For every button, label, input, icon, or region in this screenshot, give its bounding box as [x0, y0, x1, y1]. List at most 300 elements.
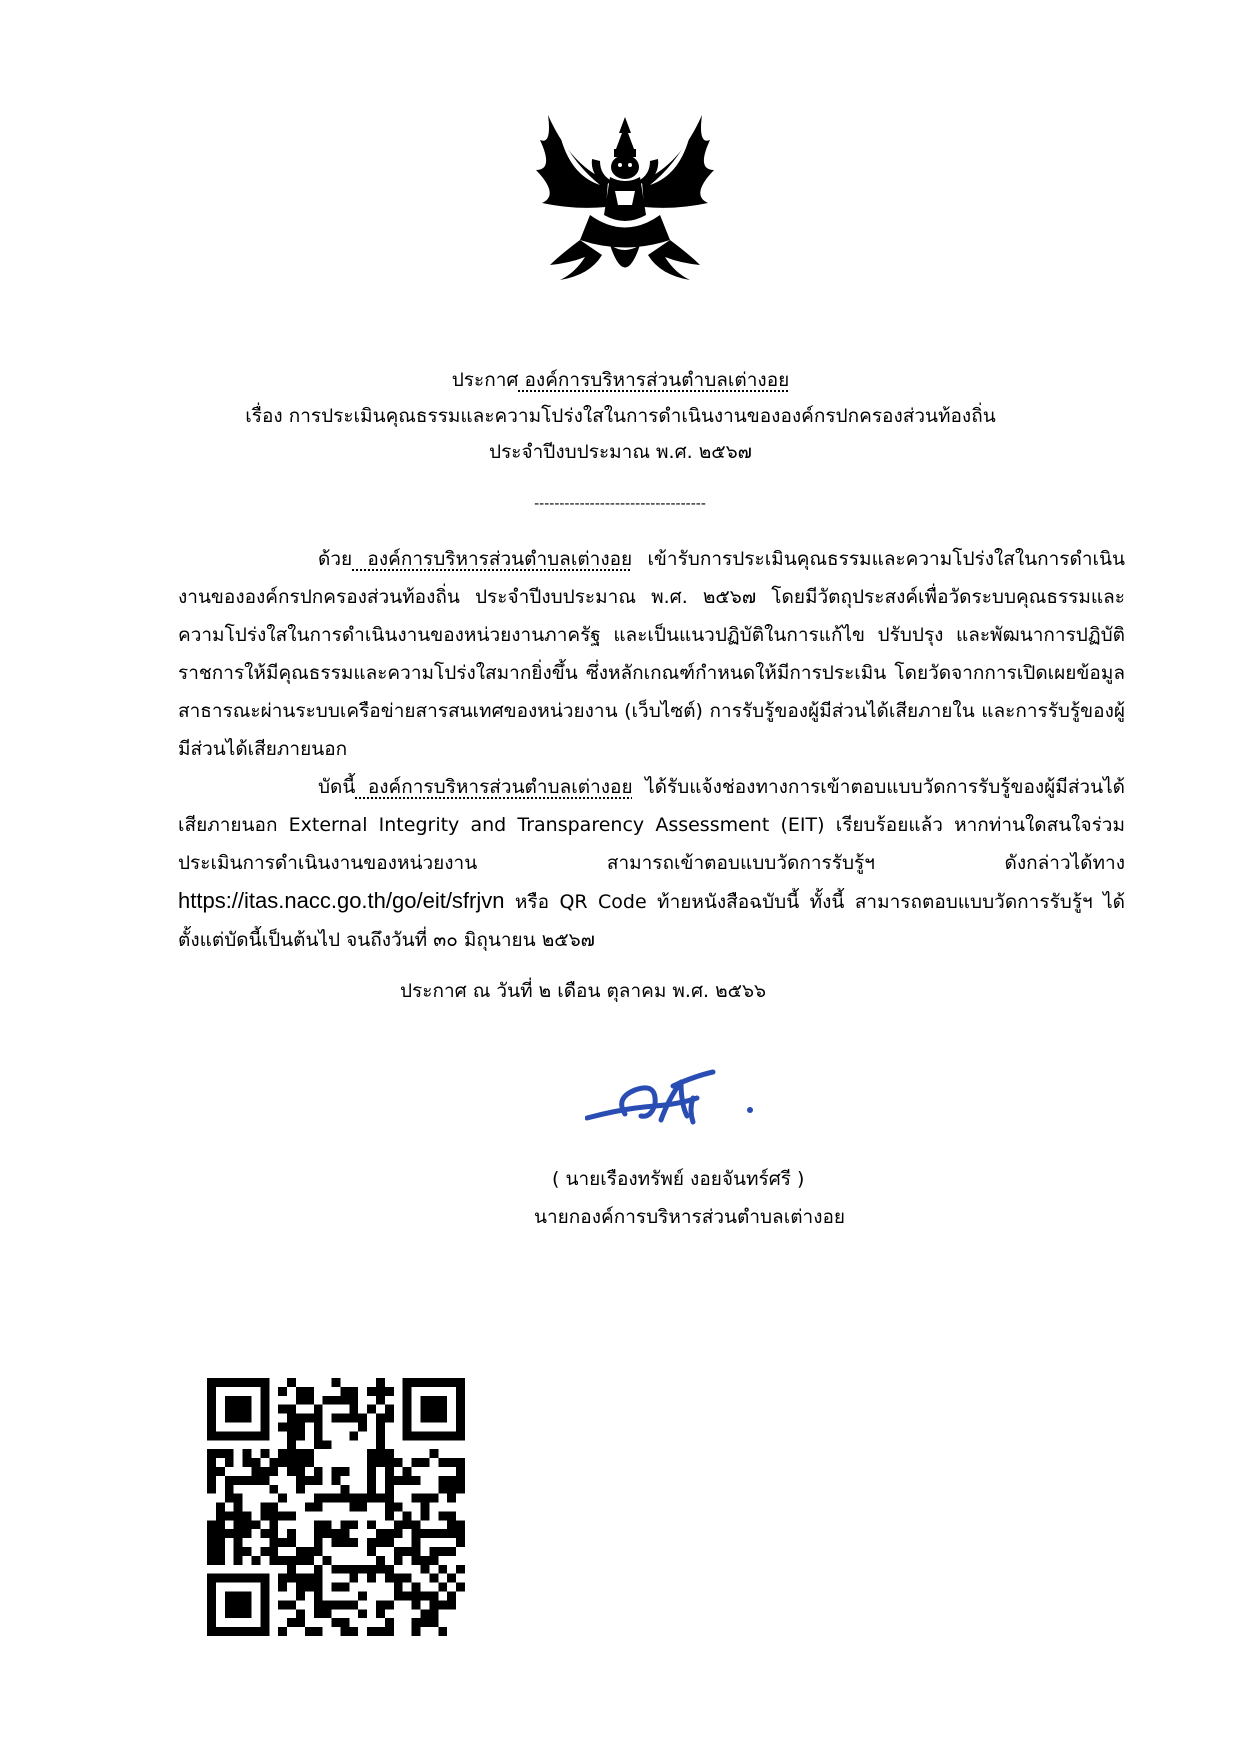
- qr-module: [358, 1494, 367, 1503]
- qr-module: [207, 1583, 216, 1592]
- qr-module: [225, 1592, 234, 1601]
- qr-module: [403, 1592, 412, 1601]
- qr-module: [234, 1476, 243, 1485]
- qr-module: [314, 1547, 323, 1556]
- qr-module: [314, 1538, 323, 1547]
- qr-module: [376, 1431, 385, 1440]
- fiscal-year-line: ประจำปีงบประมาณ พ.ศ. ๒๕๖๗: [489, 441, 752, 463]
- qr-module: [278, 1494, 287, 1503]
- qr-module: [225, 1476, 234, 1485]
- qr-module: [225, 1405, 234, 1414]
- qr-module: [456, 1396, 465, 1405]
- qr-module: [429, 1529, 438, 1538]
- qr-module: [314, 1583, 323, 1592]
- qr-module: [207, 1378, 216, 1387]
- qr-module: [243, 1458, 252, 1467]
- qr-module: [456, 1458, 465, 1467]
- qr-module: [216, 1538, 225, 1547]
- qr-module: [385, 1511, 394, 1520]
- qr-module: [429, 1405, 438, 1414]
- qr-module: [234, 1520, 243, 1529]
- qr-module: [358, 1609, 367, 1618]
- qr-module: [287, 1378, 296, 1387]
- qr-module: [367, 1538, 376, 1547]
- qr-module: [332, 1600, 341, 1609]
- qr-module: [394, 1503, 403, 1512]
- qr-module: [421, 1396, 430, 1405]
- qr-module: [278, 1574, 287, 1583]
- qr-module: [225, 1511, 234, 1520]
- qr-module: [243, 1396, 252, 1405]
- qr-module: [412, 1547, 421, 1556]
- qr-module: [234, 1431, 243, 1440]
- qr-module: [278, 1387, 287, 1396]
- qr-module: [349, 1387, 358, 1396]
- qr-module: [340, 1396, 349, 1405]
- qr-module: [340, 1583, 349, 1592]
- qr-module: [278, 1627, 287, 1636]
- qr-module: [260, 1387, 269, 1396]
- qr-module: [305, 1414, 314, 1423]
- qr-module: [216, 1529, 225, 1538]
- qr-module: [429, 1618, 438, 1627]
- qr-module: [421, 1592, 430, 1601]
- qr-module: [314, 1431, 323, 1440]
- qr-module: [358, 1422, 367, 1431]
- qr-module: [314, 1574, 323, 1583]
- announcement-date: ประกาศ ณ วันที่ ๒ เดือน ตุลาคม พ.ศ. ๒๕๖๖: [400, 980, 767, 1002]
- qr-module: [207, 1538, 216, 1547]
- qr-code-icon[interactable]: [207, 1378, 465, 1636]
- qr-module: [305, 1476, 314, 1485]
- qr-module: [243, 1627, 252, 1636]
- qr-module: [438, 1600, 447, 1609]
- qr-module: [251, 1378, 260, 1387]
- qr-module: [429, 1574, 438, 1583]
- qr-module: [296, 1583, 305, 1592]
- qr-module: [305, 1387, 314, 1396]
- qr-module: [332, 1565, 341, 1574]
- organization-name: องค์การบริหารส่วนตำบลเต่างอย: [355, 776, 633, 798]
- qr-module: [314, 1600, 323, 1609]
- qr-module: [385, 1503, 394, 1512]
- qr-module: [269, 1529, 278, 1538]
- qr-module: [349, 1600, 358, 1609]
- qr-module: [260, 1583, 269, 1592]
- qr-module: [447, 1529, 456, 1538]
- qr-module: [287, 1618, 296, 1627]
- qr-module: [207, 1467, 216, 1476]
- qr-module: [243, 1529, 252, 1538]
- qr-module: [323, 1494, 332, 1503]
- qr-module: [243, 1405, 252, 1414]
- qr-module: [323, 1440, 332, 1449]
- qr-module: [314, 1609, 323, 1618]
- qr-module: [332, 1396, 341, 1405]
- qr-module: [207, 1431, 216, 1440]
- qr-module: [207, 1556, 216, 1565]
- qr-module: [385, 1600, 394, 1609]
- qr-module: [287, 1458, 296, 1467]
- qr-module: [314, 1440, 323, 1449]
- qr-module: [243, 1378, 252, 1387]
- qr-module: [269, 1556, 278, 1565]
- qr-module: [287, 1511, 296, 1520]
- qr-module: [323, 1600, 332, 1609]
- qr-module: [385, 1449, 394, 1458]
- qr-module: [456, 1422, 465, 1431]
- qr-module: [349, 1431, 358, 1440]
- survey-link[interactable]: https://itas.nacc.go.th/go/eit/sfrjvn: [178, 888, 505, 913]
- qr-module: [207, 1422, 216, 1431]
- qr-module: [456, 1485, 465, 1494]
- qr-module: [376, 1600, 385, 1609]
- qr-module: [376, 1396, 385, 1405]
- qr-module: [367, 1405, 376, 1414]
- qr-module: [456, 1520, 465, 1529]
- qr-module: [296, 1609, 305, 1618]
- qr-module: [385, 1627, 394, 1636]
- qr-module: [412, 1538, 421, 1547]
- qr-module: [349, 1405, 358, 1414]
- qr-module: [332, 1476, 341, 1485]
- qr-module: [403, 1467, 412, 1476]
- qr-module: [438, 1511, 447, 1520]
- qr-module: [349, 1538, 358, 1547]
- qr-module: [385, 1485, 394, 1494]
- qr-module: [412, 1431, 421, 1440]
- qr-module: [207, 1387, 216, 1396]
- qr-module: [260, 1467, 269, 1476]
- qr-module: [225, 1431, 234, 1440]
- qr-module: [207, 1592, 216, 1601]
- qr-module: [287, 1440, 296, 1449]
- qr-module: [234, 1592, 243, 1601]
- qr-module: [367, 1565, 376, 1574]
- qr-module: [456, 1565, 465, 1574]
- qr-module: [207, 1627, 216, 1636]
- qr-module: [314, 1422, 323, 1431]
- qr-module: [438, 1485, 447, 1494]
- announcement-header: [0, 362, 1241, 470]
- qr-module: [403, 1387, 412, 1396]
- qr-module: [332, 1378, 341, 1387]
- qr-module: [376, 1387, 385, 1396]
- qr-module: [456, 1538, 465, 1547]
- qr-module: [340, 1467, 349, 1476]
- qr-module: [323, 1520, 332, 1529]
- qr-module: [340, 1414, 349, 1423]
- qr-module: [376, 1440, 385, 1449]
- qr-module: [421, 1618, 430, 1627]
- qr-module: [216, 1449, 225, 1458]
- qr-module: [314, 1627, 323, 1636]
- qr-module: [429, 1600, 438, 1609]
- qr-module: [394, 1476, 403, 1485]
- qr-module: [438, 1414, 447, 1423]
- qr-module: [367, 1485, 376, 1494]
- qr-module: [412, 1494, 421, 1503]
- qr-module: [456, 1529, 465, 1538]
- qr-module: [243, 1609, 252, 1618]
- qr-module: [349, 1565, 358, 1574]
- qr-module: [243, 1414, 252, 1423]
- qr-module: [243, 1592, 252, 1601]
- qr-module: [367, 1574, 376, 1583]
- qr-module: [412, 1583, 421, 1592]
- qr-module: [447, 1458, 456, 1467]
- qr-module: [340, 1520, 349, 1529]
- qr-module: [358, 1592, 367, 1601]
- qr-module: [349, 1520, 358, 1529]
- qr-module: [251, 1431, 260, 1440]
- qr-module: [305, 1547, 314, 1556]
- qr-module: [216, 1627, 225, 1636]
- qr-module: [438, 1565, 447, 1574]
- qr-module: [296, 1618, 305, 1627]
- qr-module: [385, 1618, 394, 1627]
- qr-module: [403, 1547, 412, 1556]
- qr-module: [314, 1467, 323, 1476]
- qr-module: [269, 1467, 278, 1476]
- qr-module: [269, 1485, 278, 1494]
- qr-module: [429, 1396, 438, 1405]
- qr-module: [234, 1538, 243, 1547]
- qr-module: [234, 1378, 243, 1387]
- qr-module: [305, 1503, 314, 1512]
- qr-module: [314, 1503, 323, 1512]
- qr-module: [429, 1556, 438, 1565]
- qr-module: [349, 1494, 358, 1503]
- qr-module: [260, 1431, 269, 1440]
- qr-module: [456, 1414, 465, 1423]
- qr-module: [385, 1494, 394, 1503]
- qr-module: [438, 1583, 447, 1592]
- qr-module: [438, 1547, 447, 1556]
- subject-line: เรื่อง การประเมินคุณธรรมและความโปร่งใสในการดำเนินงานขององค์กรปกครองส่วนท้องถิ่น: [245, 405, 996, 427]
- qr-module: [456, 1431, 465, 1440]
- qr-module: [403, 1511, 412, 1520]
- qr-module: [376, 1449, 385, 1458]
- qr-module: [412, 1556, 421, 1565]
- qr-module: [340, 1494, 349, 1503]
- qr-module: [296, 1485, 305, 1494]
- qr-module: [376, 1458, 385, 1467]
- qr-module: [296, 1476, 305, 1485]
- qr-module: [296, 1458, 305, 1467]
- qr-module: [287, 1431, 296, 1440]
- qr-module: [429, 1592, 438, 1601]
- qr-module: [456, 1467, 465, 1476]
- qr-module: [323, 1556, 332, 1565]
- qr-module: [207, 1485, 216, 1494]
- qr-module: [287, 1600, 296, 1609]
- qr-module: [216, 1556, 225, 1565]
- qr-module: [216, 1511, 225, 1520]
- qr-module: [225, 1485, 234, 1494]
- qr-module: [447, 1592, 456, 1601]
- qr-module: [207, 1458, 216, 1467]
- qr-module: [421, 1609, 430, 1618]
- qr-module: [207, 1574, 216, 1583]
- qr-module: [234, 1609, 243, 1618]
- qr-module: [287, 1405, 296, 1414]
- qr-module: [278, 1458, 287, 1467]
- qr-module: [269, 1547, 278, 1556]
- qr-module: [421, 1405, 430, 1414]
- qr-module: [260, 1503, 269, 1512]
- qr-module: [385, 1476, 394, 1485]
- paragraph-2: บัดนี้ องค์การบริหารส่วนตำบลเต่างอย ได้รับแจ้งช่องทางการเข้าตอบแบบวัดการรับรู้ของผู้มีส่วนได้เสียภายนอก External Integrity and Transparency Assessment (EIT) เรียบร้อยแล้ว หากท่านใดสนใจร่วมประเมินการดำเนินงานของหน่วยงาน สามารถเข้าตอบแบบวัดการรับรู้ฯ ดังกล่าวได้ทาง https://itas.nacc.go.th/go/eit/sfrjvn หรือ QR Code ท้ายหนังสือฉบับนี้ ทั้งนี้ สามารถตอบแบบวัดการรับรู้ฯ ได้ตั้งแต่บัดนี้เป็นต้นไป จนถึงวันที่ ๓๐ มิถุนายน ๒๕๖๗: [178, 776, 1125, 951]
- qr-module: [287, 1414, 296, 1423]
- qr-module: [260, 1600, 269, 1609]
- qr-module: [243, 1449, 252, 1458]
- qr-module: [225, 1378, 234, 1387]
- qr-module: [332, 1538, 341, 1547]
- qr-module: [207, 1600, 216, 1609]
- qr-module: [438, 1627, 447, 1636]
- qr-module: [340, 1538, 349, 1547]
- qr-module: [349, 1414, 358, 1423]
- qr-module: [225, 1449, 234, 1458]
- qr-module: [225, 1458, 234, 1467]
- qr-module: [260, 1449, 269, 1458]
- qr-module: [260, 1547, 269, 1556]
- qr-module: [385, 1529, 394, 1538]
- qr-module: [447, 1600, 456, 1609]
- qr-module: [207, 1520, 216, 1529]
- qr-module: [278, 1422, 287, 1431]
- qr-module: [376, 1414, 385, 1423]
- qr-module: [421, 1431, 430, 1440]
- qr-module: [216, 1574, 225, 1583]
- qr-module: [260, 1529, 269, 1538]
- qr-module: [421, 1414, 430, 1423]
- qr-module: [234, 1627, 243, 1636]
- qr-module: [287, 1422, 296, 1431]
- qr-module: [234, 1574, 243, 1583]
- qr-module: [216, 1431, 225, 1440]
- qr-module: [340, 1565, 349, 1574]
- qr-module: [269, 1520, 278, 1529]
- qr-module: [251, 1520, 260, 1529]
- qr-module: [412, 1458, 421, 1467]
- qr-module: [421, 1503, 430, 1512]
- qr-module: [403, 1396, 412, 1405]
- qr-module: [323, 1396, 332, 1405]
- qr-module: [314, 1592, 323, 1601]
- qr-module: [305, 1449, 314, 1458]
- qr-module: [314, 1520, 323, 1529]
- qr-module: [243, 1600, 252, 1609]
- qr-module: [243, 1574, 252, 1583]
- qr-module: [314, 1414, 323, 1423]
- qr-module: [296, 1467, 305, 1476]
- qr-module: [438, 1378, 447, 1387]
- qr-module: [243, 1547, 252, 1556]
- qr-module: [251, 1574, 260, 1583]
- qr-module: [305, 1396, 314, 1405]
- qr-module: [251, 1556, 260, 1565]
- qr-module: [332, 1618, 341, 1627]
- qr-module: [421, 1556, 430, 1565]
- qr-module: [367, 1476, 376, 1485]
- qr-module: [412, 1618, 421, 1627]
- qr-module: [287, 1538, 296, 1547]
- qr-module: [216, 1467, 225, 1476]
- qr-module: [376, 1565, 385, 1574]
- qr-module: [287, 1556, 296, 1565]
- qr-module: [278, 1583, 287, 1592]
- qr-module: [332, 1583, 341, 1592]
- qr-module: [260, 1627, 269, 1636]
- qr-module: [269, 1538, 278, 1547]
- qr-module: [358, 1414, 367, 1423]
- qr-module: [305, 1556, 314, 1565]
- qr-module: [447, 1476, 456, 1485]
- qr-module: [225, 1574, 234, 1583]
- qr-module: [207, 1609, 216, 1618]
- qr-module: [438, 1476, 447, 1485]
- qr-module: [394, 1520, 403, 1529]
- qr-module: [314, 1494, 323, 1503]
- qr-module: [367, 1494, 376, 1503]
- qr-module: [260, 1422, 269, 1431]
- qr-module: [403, 1431, 412, 1440]
- qr-module: [234, 1547, 243, 1556]
- signer-block: [534, 1160, 846, 1236]
- qr-module: [314, 1529, 323, 1538]
- qr-module: [243, 1431, 252, 1440]
- qr-module: [367, 1627, 376, 1636]
- qr-module: [216, 1503, 225, 1512]
- qr-module: [225, 1627, 234, 1636]
- qr-module: [314, 1476, 323, 1485]
- qr-module: [260, 1405, 269, 1414]
- qr-module: [376, 1494, 385, 1503]
- signer-title: นายกองค์การบริหารส่วนตำบลเต่างอย: [534, 1206, 846, 1228]
- qr-module: [403, 1520, 412, 1529]
- qr-module: [323, 1609, 332, 1618]
- qr-module: [385, 1458, 394, 1467]
- qr-module: [305, 1458, 314, 1467]
- garuda-emblem-icon: [530, 115, 720, 290]
- qr-module: [260, 1414, 269, 1423]
- qr-module: [269, 1511, 278, 1520]
- qr-module: [385, 1565, 394, 1574]
- organization-name: องค์การบริหารส่วนตำบลเต่างอย: [352, 548, 633, 570]
- qr-module: [412, 1592, 421, 1601]
- qr-module: [340, 1627, 349, 1636]
- qr-module: [296, 1592, 305, 1601]
- qr-module: [429, 1414, 438, 1423]
- qr-module: [421, 1458, 430, 1467]
- qr-module: [305, 1574, 314, 1583]
- qr-module: [234, 1503, 243, 1512]
- qr-module: [260, 1592, 269, 1601]
- qr-module: [207, 1405, 216, 1414]
- qr-module: [456, 1583, 465, 1592]
- qr-module: [394, 1556, 403, 1565]
- qr-module: [234, 1556, 243, 1565]
- qr-module: [349, 1396, 358, 1405]
- announcement-body: [178, 540, 1125, 959]
- qr-module: [332, 1529, 341, 1538]
- qr-module: [225, 1414, 234, 1423]
- qr-module: [403, 1422, 412, 1431]
- qr-module: [260, 1476, 269, 1485]
- qr-module: [207, 1547, 216, 1556]
